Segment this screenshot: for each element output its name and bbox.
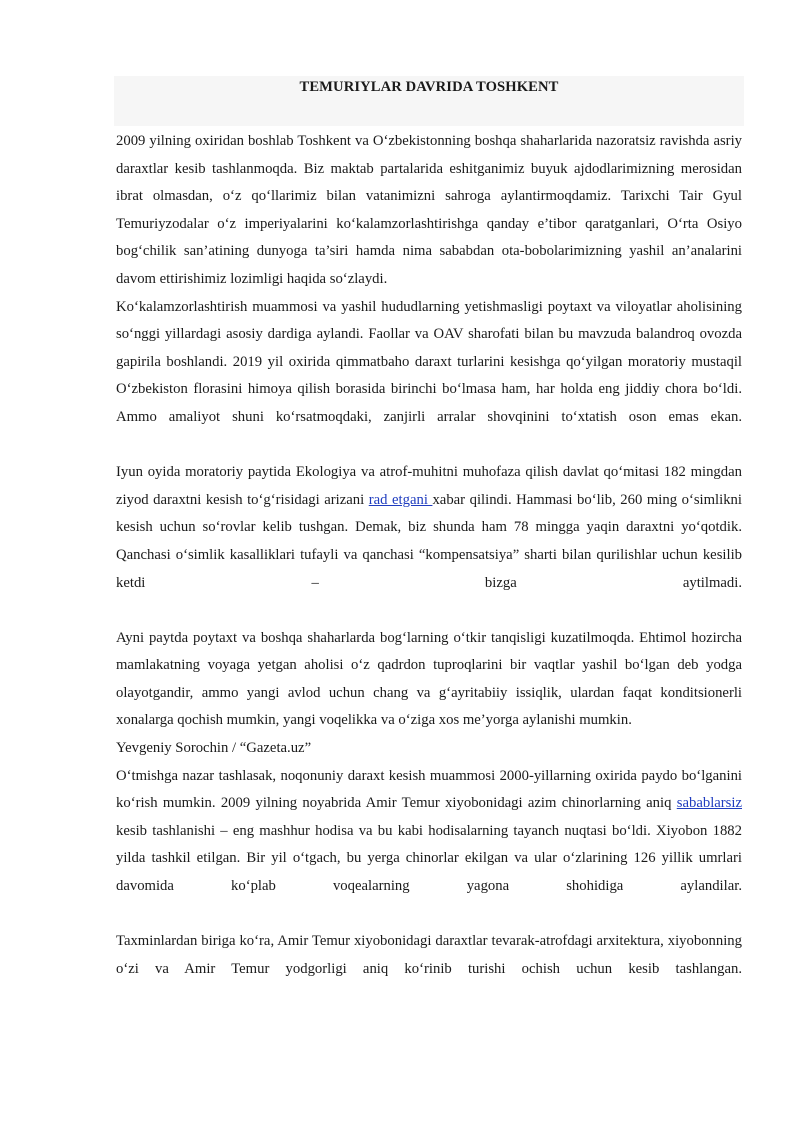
- photo-caption: Yevgeniy Sorochin / “Gazeta.uz”: [116, 740, 312, 757]
- paragraph-moratorium: [116, 459, 742, 597]
- paragraph-text: xabar qilindi. Hammasi bo‘lib, 260 ming o‘simlikni kesish uchun so‘rovlar kelib tushgan. Demak, biz shunda ham 78 mingga yaqin daraxtni yo‘qotdik. Qanchasi o‘simlik kasalliklari tufayli va qanchasi “kompensatsiya” sharti bilan qurilishlar uchun kesilib ketdi – bizga aytilmadi.: [116, 491, 742, 591]
- paragraph-intro: 2009 yilning oxiridan boshlab Toshkent va O‘zbekistonning boshqa shaharlarida nazoratsiz ravishda asriy daraxtlar kesib tashlanmoqda. Biz maktab partalarida eshitganimiz buyuk ajdodlarimizning merosidan ibrat olmasdan, o‘z qo‘llarimiz bilan vatanimizni sahroga aylantirmoqdamiz. Tarixchi Tair Gyul Temuriyzodalar o‘z imperiyalarini ko‘kalamzorlashtirishga qanday e’tibor qaratganlari, O‘rta Osiyo bog‘chilik san’atining dunyoga ta’siri hamda nima sababdan ota-bobolarimizning yashil an’analarini davom ettirishimiz lozimligi haqida so‘zlaydi.: [116, 133, 742, 287]
- paragraph-text: O‘tmishga nazar tashlasak, noqonuniy daraxt kesish muammosi 2000-yillarning oxirida paydo bo‘lganini ko‘rish mumkin. 2009 yilning noyabrida Amir Temur xiyobonidagi azim chinorlarning aniq: [116, 767, 742, 812]
- paragraph-assumption: Taxminlardan biriga ko‘ra, Amir Temur xiyobonidagi daraxtlar tevarak-atrofdagi arxitektura, xiyobonning o‘zi va Amir Temur yodgorligi aniq ko‘rinib turishi ochish uchun kesib tashlangan.: [116, 933, 742, 977]
- page-title: TEMURIYLAR DAVRIDA TOSHKENT: [299, 79, 559, 95]
- title-band: [114, 76, 744, 126]
- paragraph-greening-problem: Ko‘kalamzorlashtirish muammosi va yashil hududlarning yetishmasligi poytaxt va viloyatlar aholisining so‘nggi yillardagi asosiy dardiga aylandi. Faollar va OAV sharofati bilan bu mavzuda balandroq ovozda gapirila boshlandi. 2019 yil oxirida qimmatbaho daraxt turlarini kesishga qo‘yilgan moratoriy mustaqil O‘zbekiston florasini himoya qilish borasida birinchi bo‘lmasa ham, har holda eng jiddiy chora bo‘ldi. Ammo amaliyot shuni ko‘rsatmoqdaki, zanjirli arralar shovqinini to‘xtatish oson emas ekan.: [116, 298, 742, 425]
- paragraph-text: kesib tashlanishi – eng mashhur hodisa va bu kabi hodisalarning tayanch nuqtasi bo‘ldi. Xiyobon 1882 yilda tashkil etilgan. Bir yil o‘tgach, bu yerga chinorlar ekilgan va ular o‘zlarining 126 yillik umrlari davomida ko‘plab voqealarning yagona shohidiga aylandilar.: [116, 822, 742, 895]
- paragraph-spacer: [116, 432, 742, 460]
- document-page: [116, 76, 742, 983]
- paragraph-text: Iyun oyida moratoriy paytida Ekologiya va atrof-muhitni muhofaza qilish davlat qo‘mitasi 182 mingdan ziyod daraxtni kesish to‘g‘risidagi arizani: [116, 464, 742, 508]
- paragraph-spacer: [116, 901, 742, 929]
- paragraph-history: [116, 763, 742, 901]
- paragraph-spacer: [116, 597, 742, 625]
- paragraph-gardens-shortage: Ayni paytda poytaxt va boshqa shaharlarda bog‘larning o‘tkir tanqisligi kuzatilmoqda. Ehtimol hozircha mamlakatning voyaga yetgan aholisi o‘z qadrdon tuproqlarini bir vaqtlar yashil bo‘lgan deb yodga olayotgandir, ammo yangi avlod uchun chang va g‘ayritabiiy issiqlik, ulardan faqat konditsionerli xonalarga qochish mumkin, yangi voqelikka va o‘ziga xos me’yorga aylanishi mumkin.: [116, 629, 742, 729]
- sabablarsiz-link[interactable]: sabablarsiz: [676, 795, 742, 812]
- rad-etgani-link[interactable]: rad etgani: [368, 491, 433, 508]
